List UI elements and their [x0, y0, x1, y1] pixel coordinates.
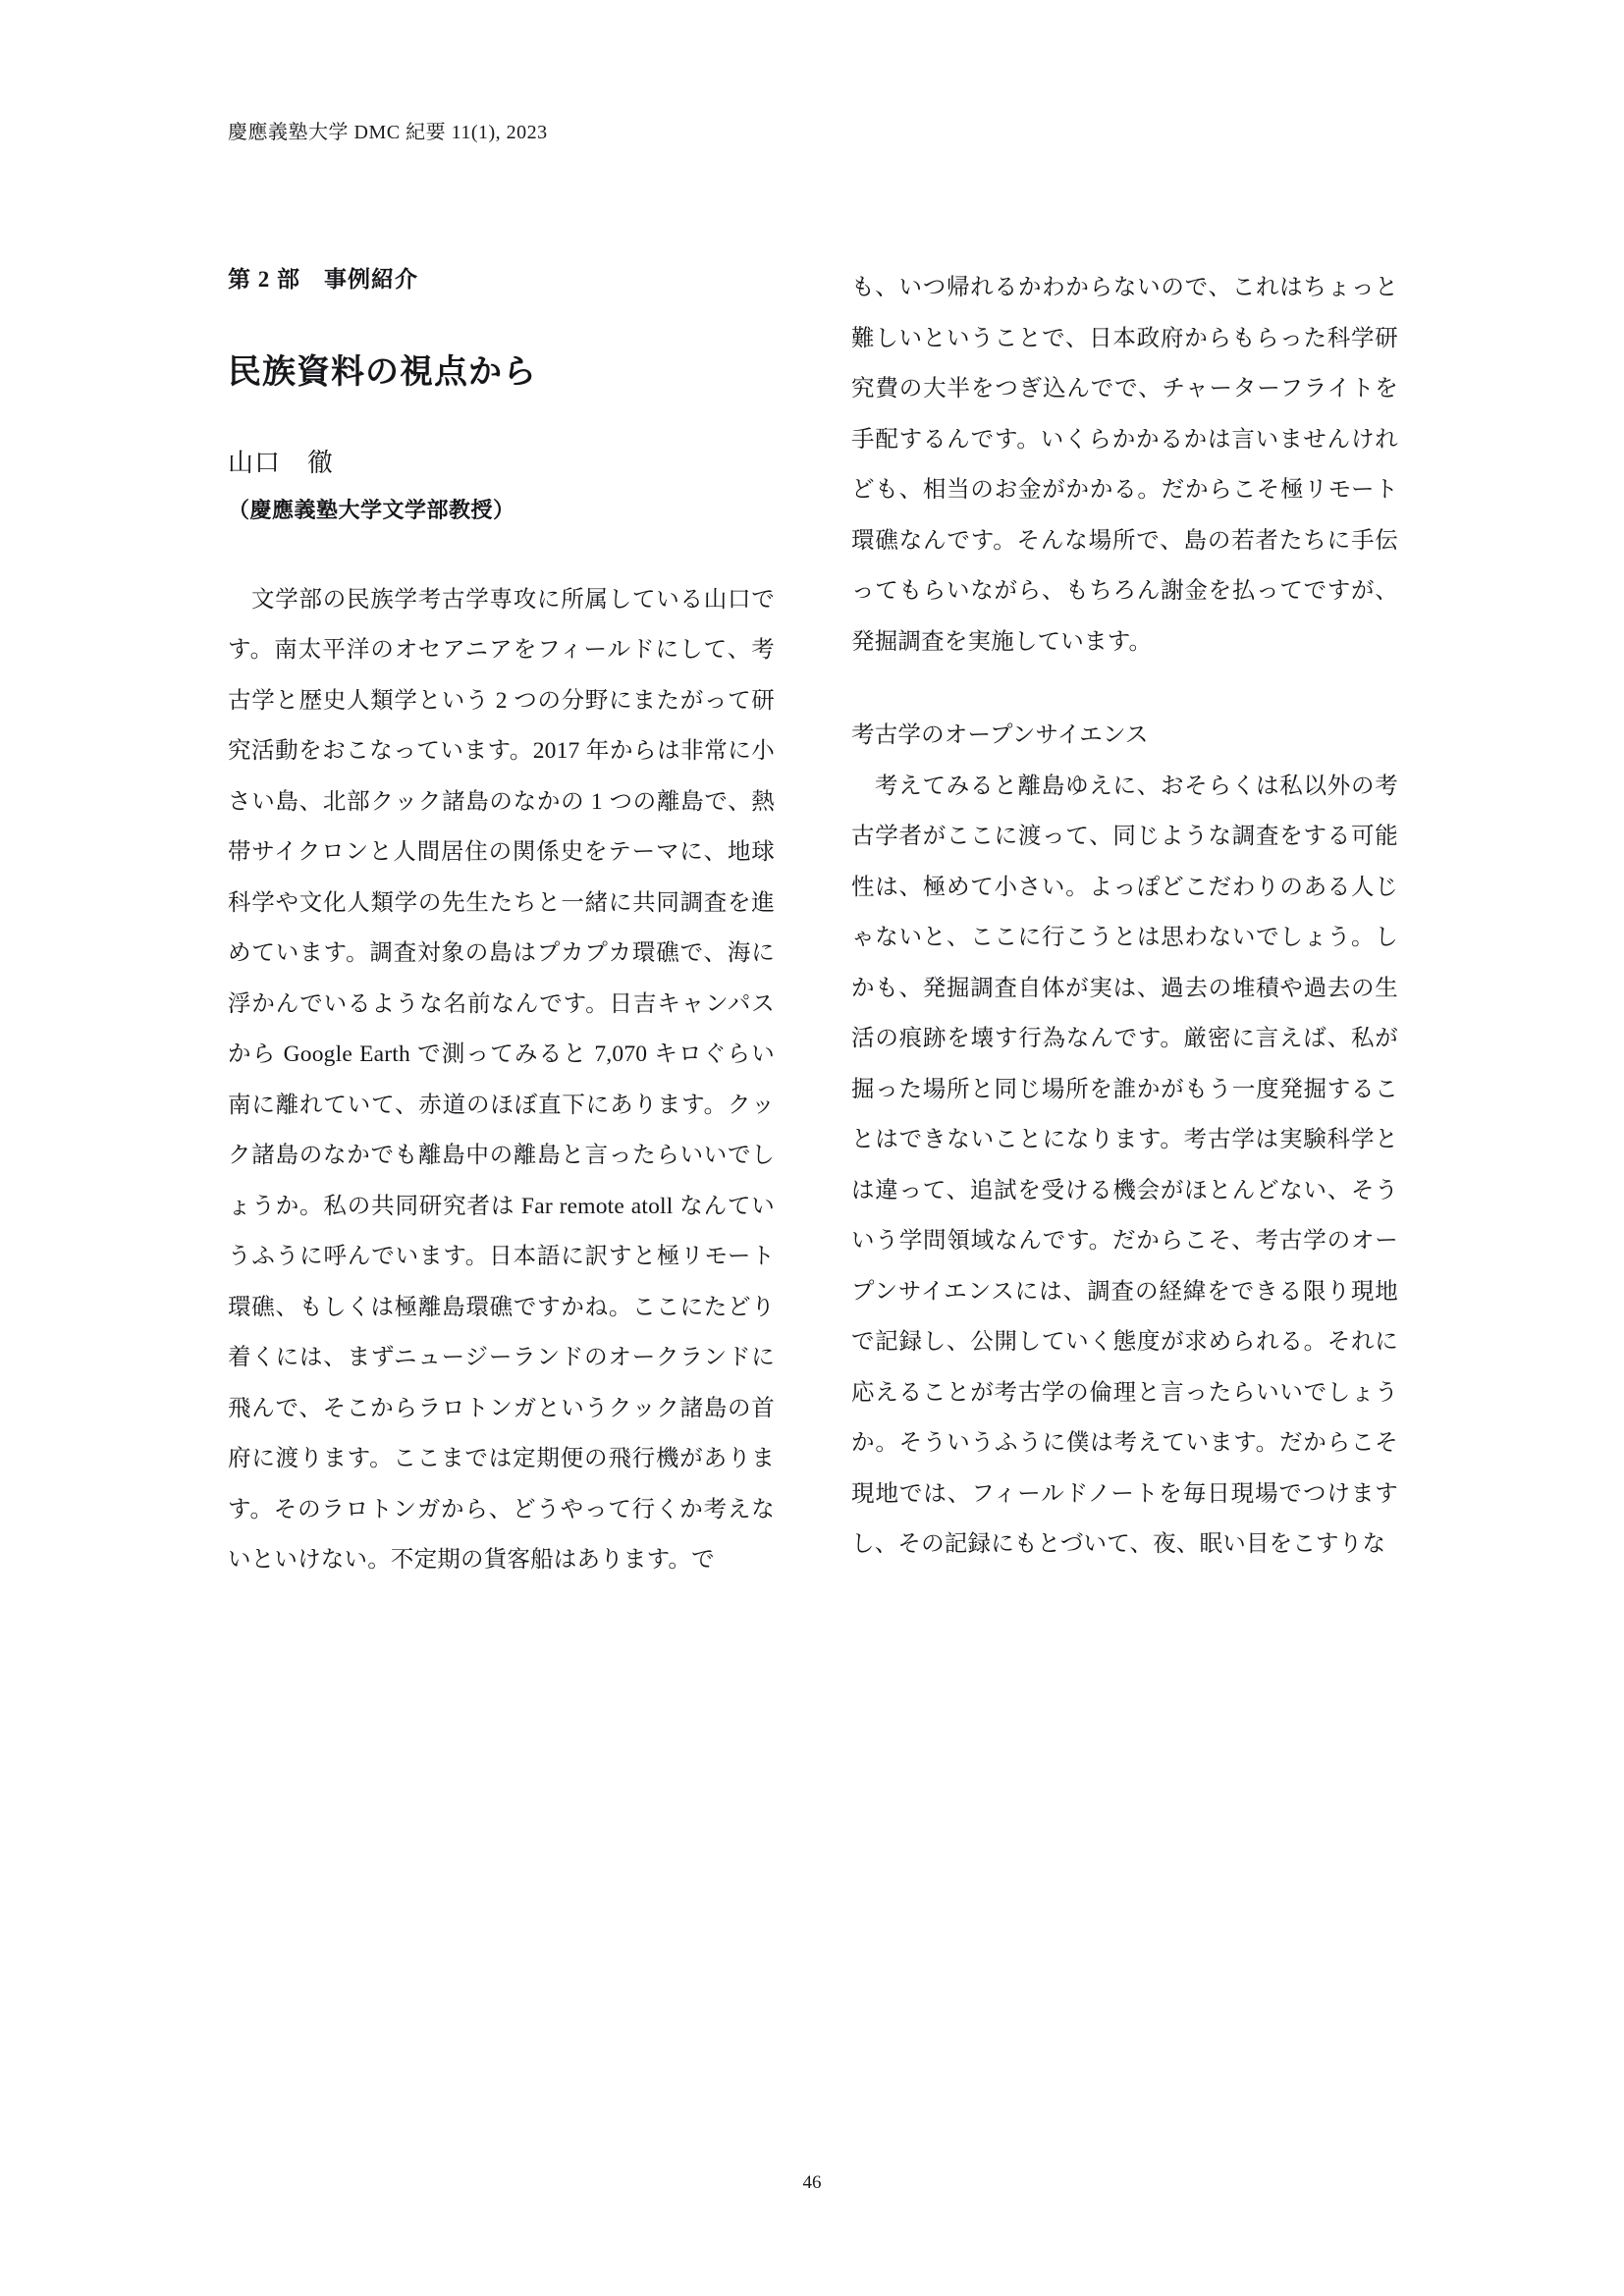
running-head: 慶應義塾大学 DMC 紀要 11(1), 2023 [228, 122, 548, 143]
body-paragraph: も、いつ帰れるかわからないので、これはちょっと難しいということで、日本政府からもらった科学研究費の大半をつぎ込んでで、チャーターフライトを手配するんです。いくらかかるかは言いませんけれども、相当のお金がかかる。だからこそ極リモート環礁なんです。そんな場所で、島の若者たちに手伝ってもらいながら、もちろん謝金を払ってですが、発掘調査を実施しています。 [851, 275, 1398, 655]
body-paragraph: 考えてみると離島ゆえに、おそらくは私以外の考古学者がここに渡って、同じような調査をする可能性は、極めて小さい。よっぽどこだわりのある人じゃないと、ここに行こうとは思わないでしょう。しかも、発掘調査自体が実は、過去の堆積や過去の生活の痕跡を壊す行為なんです。厳密に言えば、私が掘った場所と同じ場所を誰かがもう一度発掘することはできないことになります。考古学は実験科学とは違って、追試を受ける機会がほとんどない、そういう学問領域なんです。だからこそ、考古学のオープンサイエンスには、調査の経緯をできる限り現地で記録し、公開していく態度が求められる。それに応えることが考古学の倫理と言ったらいいでしょうか。そういうふうに僕は考えています。だからこそ現地では、フィールドノートを毎日現場でつけますし、その記録にもとづいて、夜、眠い目をこすりな [851, 773, 1398, 1557]
author-name: 山口 徹 [228, 448, 335, 477]
page-number: 46 [802, 2172, 822, 2193]
page-title: 民族資料の視点から [228, 353, 537, 391]
body-paragraph: 文学部の民族学考古学専攻に所属している山口です。南太平洋のオセアニアをフィールドにして、考古学と歴史人類学という 2 つの分野にまたがって研究活動をおこなっています。2017 年からは非常に小さい島、北部クック諸島のなかの 1 つの離島で、熱帯サイクロンと人間居住の関係史をテーマに、地球科学や文化人類学の先生たちと一緒に共同調査を進めています。調査対象の島はプカプカ環礁で、海に浮かんでいるような名前なんです。日吉キャンパスから Google Earth で測ってみると 7,070 キロぐらい南に離れていて、赤道のほぼ直下にあります。クック諸島のなかでも離島中の離島と言ったらいいでしょうか。私の共同研究者は Far remote atoll なんていうふうに呼んでいます。日本語に訳すと極リモート環礁、もしくは極離島環礁ですかね。ここにたどり着くには、まずニュージーランドのオークランドに飛んで、そこからラロトンガというクック諸島の首府に渡ります。ここまでは定期便の飛行機があります。そのラロトンガから、どうやって行くか考えないといけない。不定期の貨客船はあります。で [228, 586, 775, 1574]
part-label: 第 2 部 事例紹介 [228, 267, 418, 292]
two-column-body [228, 263, 1398, 2059]
section-heading: 考古学のオープンサイエンス [851, 722, 1149, 748]
author-affiliation: （慶應義塾大学文学部教授） [228, 497, 515, 522]
left-column [228, 263, 775, 2059]
right-column [851, 263, 1398, 2059]
